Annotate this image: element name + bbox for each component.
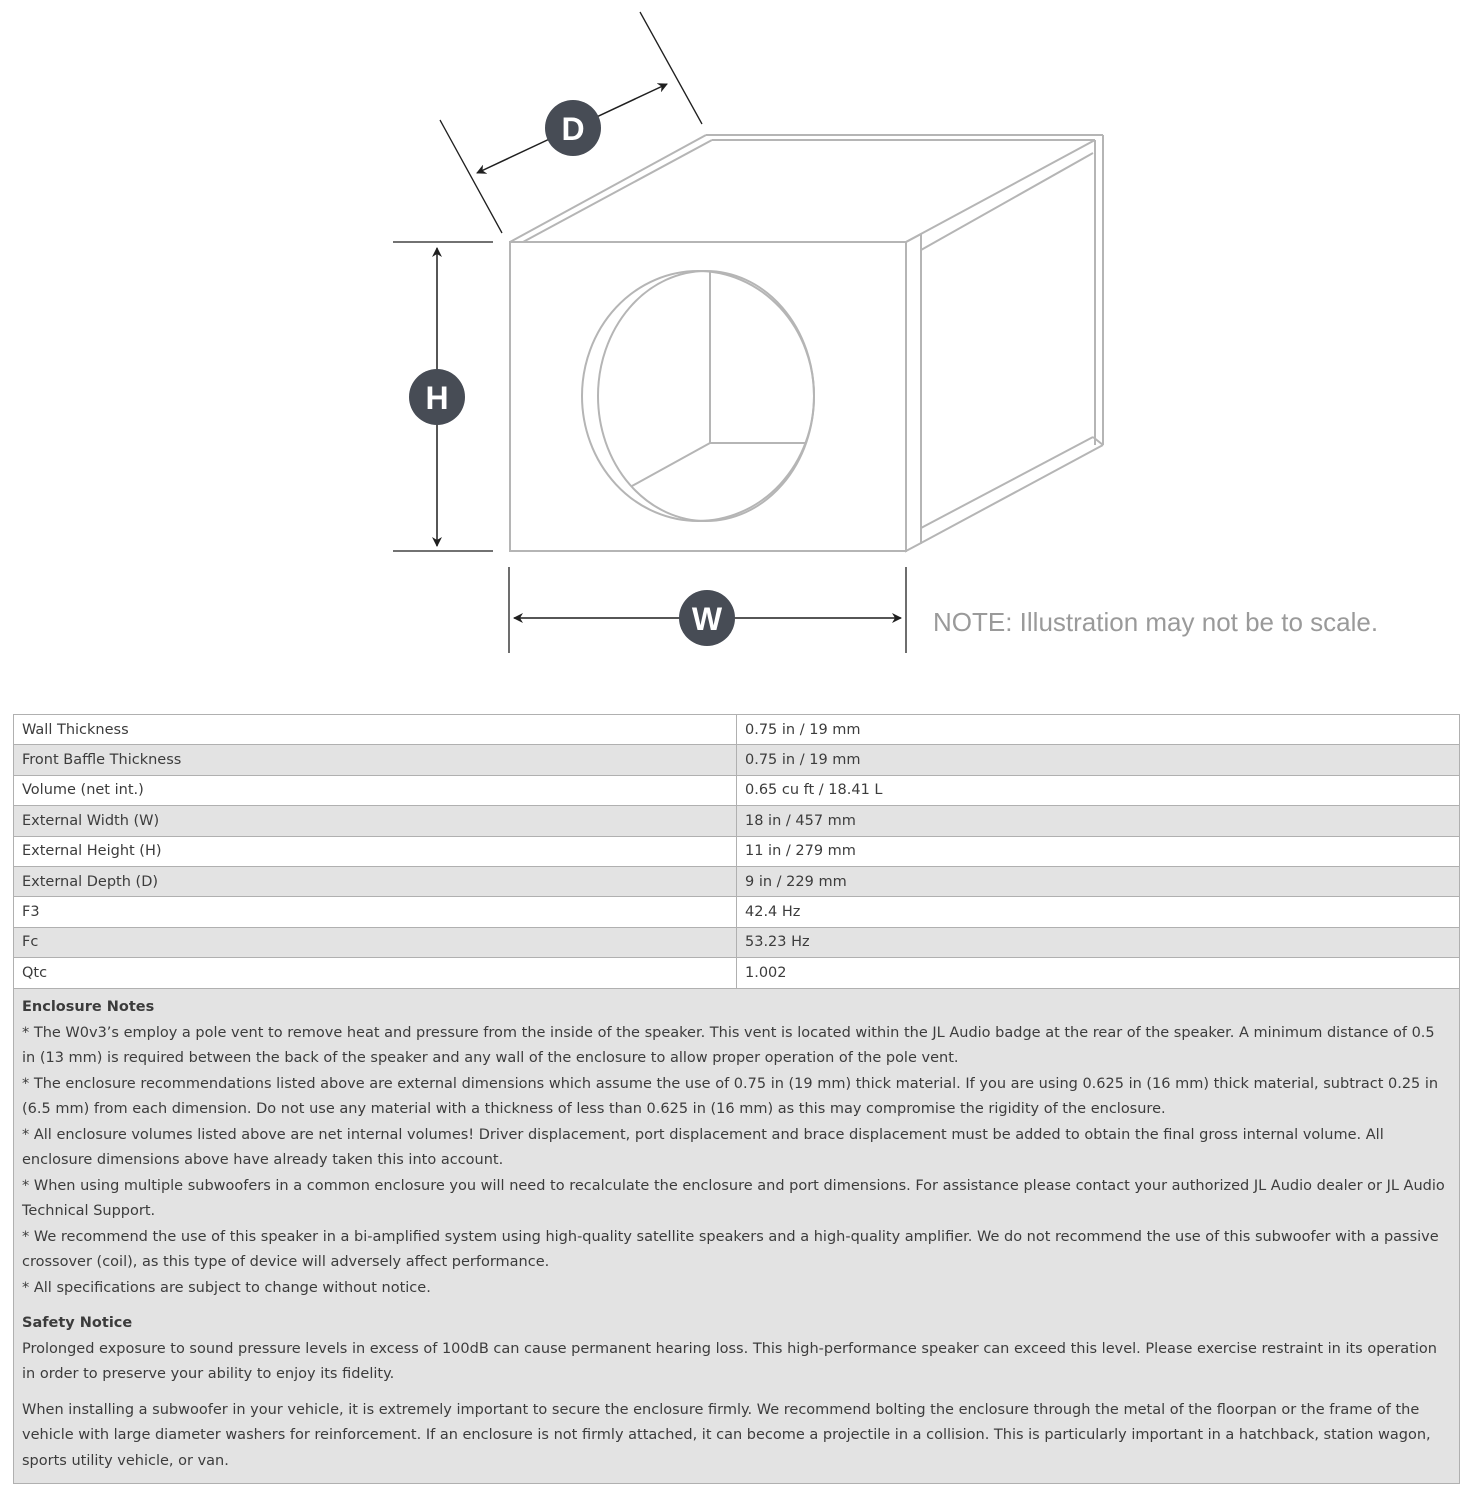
spec-value: 0.65 cu ft / 18.41 L <box>737 775 1460 805</box>
spec-value: 53.23 Hz <box>737 927 1460 957</box>
enclosure-notes <box>22 995 1451 1301</box>
spec-label: F3 <box>14 897 737 927</box>
enclosure-note-item: * When using multiple subwoofers in a common enclosure you will need to recalculate the enclosure and port dimensions. For assistance please contact your authorized JL Audio dealer or JL Audio Technical Support. <box>22 1177 1445 1219</box>
notes-panel <box>13 989 1460 1484</box>
width-badge <box>679 590 735 646</box>
spec-label: Front Baffle Thickness <box>14 745 737 775</box>
width-label: W <box>691 601 723 637</box>
driver-cutout <box>582 271 814 521</box>
specs-table <box>13 714 1460 989</box>
installation-warning <box>22 1398 1451 1475</box>
table-row <box>14 927 1460 957</box>
table-row <box>14 806 1460 836</box>
spec-label: External Width (W) <box>14 806 737 836</box>
enclosure-note-item: * The enclosure recommendations listed above are external dimensions which assume the use of 0.75 in (19 mm) thick material. If you are using 0.625 in (16 mm) thick material, subtract 0.25 in (6.5 mm) from each dimension. Do not use any material with a thickness of less than 0.625 in (16 mm) as this may compromise the rigidity of the enclosure. <box>22 1075 1439 1117</box>
spec-value: 18 in / 457 mm <box>737 806 1460 836</box>
scale-note: NOTE: Illustration may not be to scale. <box>933 607 1379 637</box>
spec-value: 11 in / 279 mm <box>737 836 1460 866</box>
spec-label: External Height (H) <box>14 836 737 866</box>
table-row <box>14 897 1460 927</box>
spec-value: 9 in / 229 mm <box>737 866 1460 896</box>
safety-paragraph: Prolonged exposure to sound pressure levels in excess of 100dB can cause permanent hearing loss. This high-performance speaker can exceed this level. Please exercise restraint in its operation in order to preserve your ability to enjoy its fidelity. <box>22 1340 1437 1382</box>
spec-label: Wall Thickness <box>14 715 737 745</box>
spec-value: 42.4 Hz <box>737 897 1460 927</box>
enclosure-note-item: * We recommend the use of this speaker in a bi-amplified system using high-quality satellite speakers and a high-quality amplifier. We do not recommend the use of this subwoofer with a passive crossover (coil), as this type of device will adversely affect performance. <box>22 1228 1439 1270</box>
table-row <box>14 715 1460 745</box>
dimension-lines <box>393 12 906 653</box>
spec-value: 0.75 in / 19 mm <box>737 715 1460 745</box>
spec-value: 1.002 <box>737 958 1460 988</box>
spec-label: Fc <box>14 927 737 957</box>
enclosure-diagram <box>0 0 1472 700</box>
table-row <box>14 866 1460 896</box>
table-row <box>14 836 1460 866</box>
safety-notice <box>22 1311 1451 1388</box>
height-label: H <box>425 380 449 416</box>
spec-value: 0.75 in / 19 mm <box>737 745 1460 775</box>
box-outline <box>510 135 1103 551</box>
safety-notice-title: Safety Notice <box>22 1315 133 1331</box>
enclosure-notes-title: Enclosure Notes <box>22 999 155 1015</box>
table-row <box>14 745 1460 775</box>
safety-paragraph: When installing a subwoofer in your vehicle, it is extremely important to secure the enclosure firmly. We recommend bolting the enclosure through the metal of the floorpan or the frame of the vehicle with large diameter washers for reinforcement. If an enclosure is not firmly attached, it can become a projectile in a collision. This is particularly important in a hatchback, station wagon, sports utility vehicle, or van. <box>22 1401 1431 1469</box>
table-row <box>14 958 1460 988</box>
depth-badge <box>545 100 601 156</box>
table-row <box>14 775 1460 805</box>
enclosure-note-item: * All specifications are subject to change without notice. <box>22 1279 431 1296</box>
spec-label: Volume (net int.) <box>14 775 737 805</box>
spec-label: External Depth (D) <box>14 866 737 896</box>
enclosure-note-item: * All enclosure volumes listed above are net internal volumes! Driver displacement, port displacement and brace displacement must be added to obtain the final gross internal volume. All enclosure dimensions above have already taken this into account. <box>22 1126 1384 1168</box>
enclosure-note-item: * The W0v3’s employ a pole vent to remove heat and pressure from the inside of the speaker. This vent is located within the JL Audio badge at the rear of the speaker. A minimum distance of 0.5 in (13 mm) is required between the back of the speaker and any wall of the enclosure to allow proper operation of the pole vent. <box>22 1024 1435 1066</box>
spec-label: Qtc <box>14 958 737 988</box>
height-badge <box>409 369 465 425</box>
depth-label: D <box>561 111 585 147</box>
